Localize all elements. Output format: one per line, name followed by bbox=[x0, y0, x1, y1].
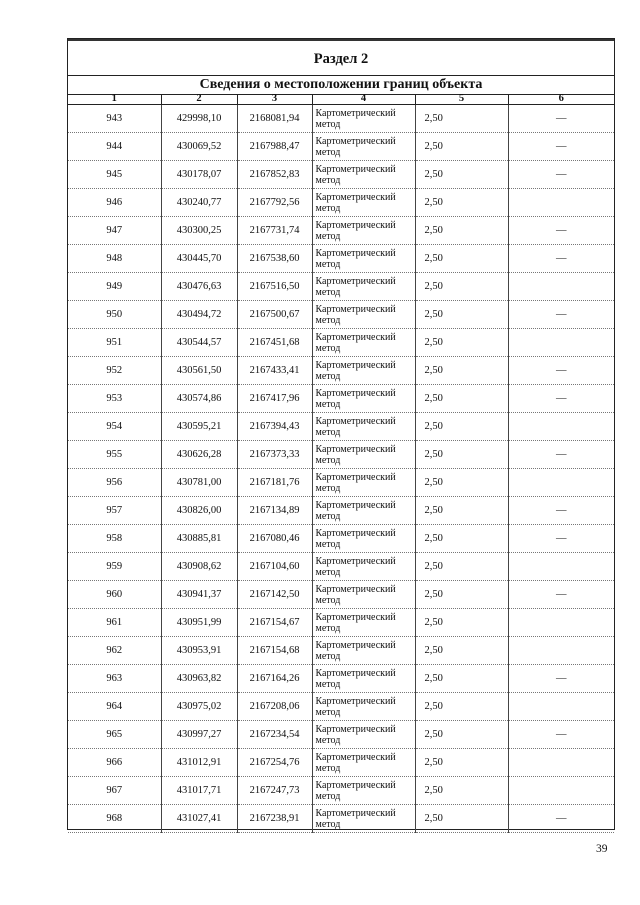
note-cell bbox=[508, 273, 614, 301]
point-number-cell: 955 bbox=[68, 441, 161, 469]
note-cell bbox=[508, 329, 614, 357]
method-line-1: Картометрический bbox=[315, 303, 396, 315]
section-title: Раздел 2 bbox=[313, 51, 369, 67]
point-number-cell: 954 bbox=[68, 413, 161, 441]
table-row bbox=[68, 245, 614, 273]
y-coordinate-cell: 2167142,50 bbox=[237, 581, 312, 609]
method-line-2: метод bbox=[315, 566, 341, 578]
method-line-2: метод bbox=[315, 538, 341, 550]
accuracy-cell: 2,50 bbox=[415, 161, 508, 189]
accuracy-cell: 2,50 bbox=[415, 357, 508, 385]
x-coordinate-cell: 430494,72 bbox=[161, 301, 237, 329]
table-row bbox=[68, 385, 614, 413]
point-number-cell: 952 bbox=[68, 357, 161, 385]
note-cell: — bbox=[508, 441, 614, 469]
method-line-1: Картометрический bbox=[315, 415, 396, 427]
method-cell bbox=[312, 217, 415, 245]
column-header-6: 6 bbox=[508, 94, 614, 105]
table-row bbox=[68, 413, 614, 441]
method-line-1: Картометрический bbox=[315, 807, 396, 819]
x-coordinate-cell: 430178,07 bbox=[161, 161, 237, 189]
note-cell bbox=[508, 469, 614, 497]
method-line-2: метод bbox=[315, 454, 341, 466]
method-cell bbox=[312, 301, 415, 329]
method-line-2: метод bbox=[315, 342, 341, 354]
note-cell bbox=[508, 609, 614, 637]
accuracy-cell: 2,50 bbox=[415, 665, 508, 693]
method-line-1: Картометрический bbox=[315, 387, 396, 399]
method-line-2: метод bbox=[315, 426, 341, 438]
note-cell: — bbox=[508, 301, 614, 329]
boundary-coordinates-table bbox=[68, 94, 614, 833]
method-line-2: метод bbox=[315, 146, 341, 158]
note-cell: — bbox=[508, 217, 614, 245]
y-coordinate-cell: 2167394,43 bbox=[237, 413, 312, 441]
y-coordinate-cell: 2167208,06 bbox=[237, 693, 312, 721]
note-cell: — bbox=[508, 133, 614, 161]
accuracy-cell: 2,50 bbox=[415, 609, 508, 637]
method-line-2: метод bbox=[315, 622, 341, 634]
accuracy-cell: 2,50 bbox=[415, 329, 508, 357]
method-cell bbox=[312, 189, 415, 217]
table-row bbox=[68, 665, 614, 693]
table-row bbox=[68, 441, 614, 469]
method-line-1: Картометрический bbox=[315, 611, 396, 623]
accuracy-cell: 2,50 bbox=[415, 693, 508, 721]
table-row bbox=[68, 805, 614, 833]
method-cell bbox=[312, 553, 415, 581]
y-coordinate-cell: 2167373,33 bbox=[237, 441, 312, 469]
y-coordinate-cell: 2167154,67 bbox=[237, 609, 312, 637]
table-body bbox=[68, 105, 614, 833]
method-line-2: метод bbox=[315, 650, 341, 662]
method-line-1: Картометрический bbox=[315, 779, 396, 791]
method-cell bbox=[312, 105, 415, 133]
note-cell bbox=[508, 553, 614, 581]
table-row bbox=[68, 609, 614, 637]
method-cell bbox=[312, 637, 415, 665]
table-row bbox=[68, 553, 614, 581]
method-line-2: метод bbox=[315, 370, 341, 382]
y-coordinate-cell: 2167134,89 bbox=[237, 497, 312, 525]
section-subtitle: Сведения о местоположении границ объекта bbox=[68, 75, 614, 95]
y-coordinate-cell: 2167154,68 bbox=[237, 637, 312, 665]
y-coordinate-cell: 2167238,91 bbox=[237, 805, 312, 833]
method-cell bbox=[312, 721, 415, 749]
note-cell: — bbox=[508, 357, 614, 385]
method-cell bbox=[312, 385, 415, 413]
table-row bbox=[68, 693, 614, 721]
point-number-cell: 943 bbox=[68, 105, 161, 133]
x-coordinate-cell: 430963,82 bbox=[161, 665, 237, 693]
y-coordinate-cell: 2167164,26 bbox=[237, 665, 312, 693]
x-coordinate-cell: 430975,02 bbox=[161, 693, 237, 721]
method-line-2: метод bbox=[315, 594, 341, 606]
accuracy-cell: 2,50 bbox=[415, 749, 508, 777]
method-cell bbox=[312, 161, 415, 189]
point-number-cell: 944 bbox=[68, 133, 161, 161]
point-number-cell: 964 bbox=[68, 693, 161, 721]
accuracy-cell: 2,50 bbox=[415, 245, 508, 273]
y-coordinate-cell: 2167451,68 bbox=[237, 329, 312, 357]
x-coordinate-cell: 430826,00 bbox=[161, 497, 237, 525]
table-row bbox=[68, 749, 614, 777]
method-line-2: метод bbox=[315, 818, 341, 830]
column-header-4: 4 bbox=[312, 94, 415, 105]
x-coordinate-cell: 430240,77 bbox=[161, 189, 237, 217]
y-coordinate-cell: 2167417,96 bbox=[237, 385, 312, 413]
method-cell bbox=[312, 497, 415, 525]
x-coordinate-cell: 430885,81 bbox=[161, 525, 237, 553]
method-line-1: Картометрический bbox=[315, 471, 396, 483]
document-sheet bbox=[67, 38, 615, 830]
method-line-1: Картометрический bbox=[315, 275, 396, 287]
method-line-1: Картометрический bbox=[315, 695, 396, 707]
accuracy-cell: 2,50 bbox=[415, 721, 508, 749]
method-cell bbox=[312, 441, 415, 469]
point-number-cell: 956 bbox=[68, 469, 161, 497]
x-coordinate-cell: 429998,10 bbox=[161, 105, 237, 133]
note-cell: — bbox=[508, 161, 614, 189]
method-line-2: метод bbox=[315, 790, 341, 802]
method-line-2: метод bbox=[315, 398, 341, 410]
accuracy-cell: 2,50 bbox=[415, 301, 508, 329]
note-cell: — bbox=[508, 721, 614, 749]
table-row bbox=[68, 133, 614, 161]
x-coordinate-cell: 430595,21 bbox=[161, 413, 237, 441]
method-line-1: Картометрический bbox=[315, 751, 396, 763]
method-line-2: метод bbox=[315, 118, 341, 130]
method-cell bbox=[312, 469, 415, 497]
page-number: 39 bbox=[596, 843, 608, 855]
method-line-2: метод bbox=[315, 510, 341, 522]
x-coordinate-cell: 430941,37 bbox=[161, 581, 237, 609]
method-cell bbox=[312, 245, 415, 273]
note-cell: — bbox=[508, 805, 614, 833]
method-cell bbox=[312, 665, 415, 693]
method-line-2: метод bbox=[315, 174, 341, 186]
accuracy-cell: 2,50 bbox=[415, 525, 508, 553]
method-cell bbox=[312, 693, 415, 721]
method-line-2: метод bbox=[315, 258, 341, 270]
method-cell bbox=[312, 749, 415, 777]
point-number-cell: 961 bbox=[68, 609, 161, 637]
x-coordinate-cell: 430997,27 bbox=[161, 721, 237, 749]
method-line-2: метод bbox=[315, 678, 341, 690]
y-coordinate-cell: 2167433,41 bbox=[237, 357, 312, 385]
point-number-cell: 959 bbox=[68, 553, 161, 581]
y-coordinate-cell: 2167234,54 bbox=[237, 721, 312, 749]
point-number-cell: 947 bbox=[68, 217, 161, 245]
method-cell bbox=[312, 805, 415, 833]
point-number-cell: 965 bbox=[68, 721, 161, 749]
table-row bbox=[68, 721, 614, 749]
note-cell bbox=[508, 777, 614, 805]
accuracy-cell: 2,50 bbox=[415, 273, 508, 301]
method-line-1: Картометрический bbox=[315, 499, 396, 511]
point-number-cell: 949 bbox=[68, 273, 161, 301]
note-cell: — bbox=[508, 525, 614, 553]
table-row bbox=[68, 357, 614, 385]
method-line-2: метод bbox=[315, 286, 341, 298]
x-coordinate-cell: 430781,00 bbox=[161, 469, 237, 497]
note-cell bbox=[508, 637, 614, 665]
point-number-cell: 967 bbox=[68, 777, 161, 805]
method-line-1: Картометрический bbox=[315, 723, 396, 735]
x-coordinate-cell: 431017,71 bbox=[161, 777, 237, 805]
point-number-cell: 963 bbox=[68, 665, 161, 693]
accuracy-cell: 2,50 bbox=[415, 441, 508, 469]
method-line-2: метод bbox=[315, 202, 341, 214]
note-cell: — bbox=[508, 581, 614, 609]
y-coordinate-cell: 2167500,67 bbox=[237, 301, 312, 329]
accuracy-cell: 2,50 bbox=[415, 133, 508, 161]
note-cell: — bbox=[508, 105, 614, 133]
method-cell bbox=[312, 525, 415, 553]
y-coordinate-cell: 2167104,60 bbox=[237, 553, 312, 581]
method-line-2: метод bbox=[315, 482, 341, 494]
column-header-5: 5 bbox=[415, 94, 508, 105]
x-coordinate-cell: 430561,50 bbox=[161, 357, 237, 385]
table-row bbox=[68, 329, 614, 357]
method-line-2: метод bbox=[315, 314, 341, 326]
y-coordinate-cell: 2167731,74 bbox=[237, 217, 312, 245]
accuracy-cell: 2,50 bbox=[415, 805, 508, 833]
x-coordinate-cell: 430953,91 bbox=[161, 637, 237, 665]
x-coordinate-cell: 430476,63 bbox=[161, 273, 237, 301]
point-number-cell: 946 bbox=[68, 189, 161, 217]
y-coordinate-cell: 2167254,76 bbox=[237, 749, 312, 777]
method-line-1: Картометрический bbox=[315, 191, 396, 203]
y-coordinate-cell: 2167538,60 bbox=[237, 245, 312, 273]
x-coordinate-cell: 431027,41 bbox=[161, 805, 237, 833]
x-coordinate-cell: 430300,25 bbox=[161, 217, 237, 245]
method-line-1: Картометрический bbox=[315, 527, 396, 539]
method-cell bbox=[312, 329, 415, 357]
method-cell bbox=[312, 273, 415, 301]
y-coordinate-cell: 2167516,50 bbox=[237, 273, 312, 301]
method-line-1: Картометрический bbox=[315, 331, 396, 343]
y-coordinate-cell: 2167247,73 bbox=[237, 777, 312, 805]
accuracy-cell: 2,50 bbox=[415, 637, 508, 665]
note-cell bbox=[508, 413, 614, 441]
method-cell bbox=[312, 357, 415, 385]
note-cell bbox=[508, 749, 614, 777]
point-number-cell: 968 bbox=[68, 805, 161, 833]
method-cell bbox=[312, 777, 415, 805]
method-line-1: Картометрический bbox=[315, 583, 396, 595]
accuracy-cell: 2,50 bbox=[415, 413, 508, 441]
accuracy-cell: 2,50 bbox=[415, 189, 508, 217]
point-number-cell: 951 bbox=[68, 329, 161, 357]
table-row bbox=[68, 777, 614, 805]
point-number-cell: 948 bbox=[68, 245, 161, 273]
y-coordinate-cell: 2167852,83 bbox=[237, 161, 312, 189]
table-row bbox=[68, 469, 614, 497]
y-coordinate-cell: 2168081,94 bbox=[237, 105, 312, 133]
note-cell: — bbox=[508, 245, 614, 273]
method-line-1: Картометрический bbox=[315, 667, 396, 679]
method-line-1: Картометрический bbox=[315, 135, 396, 147]
method-cell bbox=[312, 133, 415, 161]
table-row bbox=[68, 161, 614, 189]
table-row bbox=[68, 637, 614, 665]
table-row bbox=[68, 497, 614, 525]
x-coordinate-cell: 430574,86 bbox=[161, 385, 237, 413]
point-number-cell: 958 bbox=[68, 525, 161, 553]
y-coordinate-cell: 2167080,46 bbox=[237, 525, 312, 553]
point-number-cell: 957 bbox=[68, 497, 161, 525]
point-number-cell: 945 bbox=[68, 161, 161, 189]
method-line-1: Картометрический bbox=[315, 163, 396, 175]
method-cell bbox=[312, 609, 415, 637]
y-coordinate-cell: 2167181,76 bbox=[237, 469, 312, 497]
table-row bbox=[68, 105, 614, 133]
x-coordinate-cell: 430445,70 bbox=[161, 245, 237, 273]
x-coordinate-cell: 430626,28 bbox=[161, 441, 237, 469]
method-line-2: метод bbox=[315, 762, 341, 774]
method-line-1: Картометрический bbox=[315, 639, 396, 651]
point-number-cell: 960 bbox=[68, 581, 161, 609]
x-coordinate-cell: 430544,57 bbox=[161, 329, 237, 357]
method-line-2: метод bbox=[315, 734, 341, 746]
point-number-cell: 966 bbox=[68, 749, 161, 777]
accuracy-cell: 2,50 bbox=[415, 497, 508, 525]
note-cell: — bbox=[508, 385, 614, 413]
y-coordinate-cell: 2167988,47 bbox=[237, 133, 312, 161]
method-line-1: Картометрический bbox=[315, 107, 396, 119]
note-cell: — bbox=[508, 665, 614, 693]
accuracy-cell: 2,50 bbox=[415, 385, 508, 413]
x-coordinate-cell: 430951,99 bbox=[161, 609, 237, 637]
table-row bbox=[68, 581, 614, 609]
column-header-1: 1 bbox=[68, 94, 161, 105]
x-coordinate-cell: 430069,52 bbox=[161, 133, 237, 161]
point-number-cell: 953 bbox=[68, 385, 161, 413]
method-line-1: Картометрический bbox=[315, 443, 396, 455]
accuracy-cell: 2,50 bbox=[415, 777, 508, 805]
x-coordinate-cell: 431012,91 bbox=[161, 749, 237, 777]
method-line-1: Картометрический bbox=[315, 359, 396, 371]
accuracy-cell: 2,50 bbox=[415, 217, 508, 245]
accuracy-cell: 2,50 bbox=[415, 105, 508, 133]
column-header-2: 2 bbox=[161, 94, 237, 105]
table-row bbox=[68, 301, 614, 329]
point-number-cell: 950 bbox=[68, 301, 161, 329]
method-line-2: метод bbox=[315, 706, 341, 718]
method-cell bbox=[312, 413, 415, 441]
point-number-cell: 962 bbox=[68, 637, 161, 665]
note-cell bbox=[508, 189, 614, 217]
table-row bbox=[68, 525, 614, 553]
table-row bbox=[68, 217, 614, 245]
column-header-3: 3 bbox=[237, 94, 312, 105]
accuracy-cell: 2,50 bbox=[415, 469, 508, 497]
x-coordinate-cell: 430908,62 bbox=[161, 553, 237, 581]
table-row bbox=[68, 273, 614, 301]
y-coordinate-cell: 2167792,56 bbox=[237, 189, 312, 217]
method-line-1: Картометрический bbox=[315, 219, 396, 231]
note-cell: — bbox=[508, 497, 614, 525]
method-line-1: Картометрический bbox=[315, 555, 396, 567]
table-row bbox=[68, 189, 614, 217]
table-header-row bbox=[68, 94, 614, 105]
method-line-2: метод bbox=[315, 230, 341, 242]
accuracy-cell: 2,50 bbox=[415, 581, 508, 609]
method-line-1: Картометрический bbox=[315, 247, 396, 259]
note-cell bbox=[508, 693, 614, 721]
method-cell bbox=[312, 581, 415, 609]
accuracy-cell: 2,50 bbox=[415, 553, 508, 581]
